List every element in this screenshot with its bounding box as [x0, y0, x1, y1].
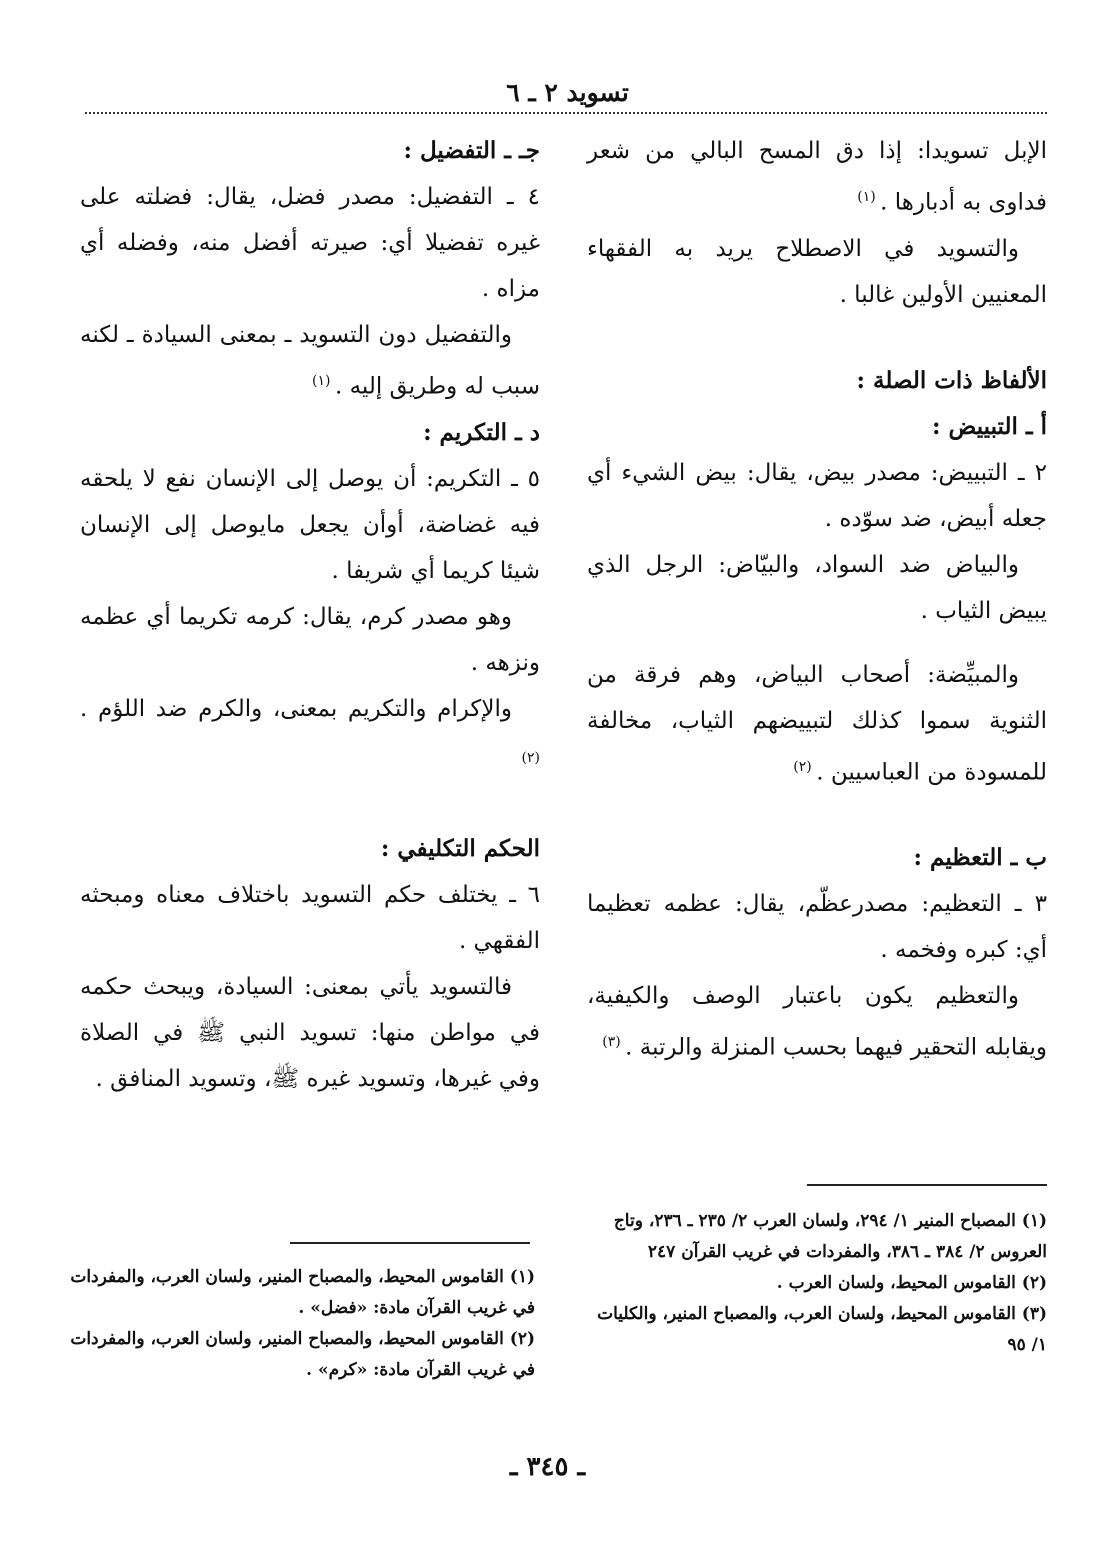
section-heading: [80, 128, 540, 174]
paragraph-text: والتفضيل دون التسويد ـ بمعنى السيادة ـ لكنه سبب له وطريق إليه .: [80, 322, 540, 400]
footnotes-left: [70, 1262, 535, 1386]
paragraph-text: والإكرام والتكريم بمعنى، والكرم ضد اللؤم .: [80, 695, 512, 722]
footnote-ref[interactable]: (١): [857, 189, 881, 205]
paragraph-text: ٤ ـ التفضيل: مصدر فضل، يقال: فضلته على غيره تفضيلا أي: صيرته أفضل منه، وفضله أي مزاه .: [80, 184, 540, 302]
paragraph-text: والتسويد في الاصطلاح يريد به الفقهاء المعنيين الأولين غالبا .: [587, 235, 1047, 308]
spacer: [587, 634, 1047, 652]
paragraph: [80, 456, 540, 594]
footnote-divider-right: [807, 1184, 1047, 1186]
paragraph-text: وهو مصدر كرم، يقال: كرمه تكريما أي عظمه ونزهه .: [80, 603, 540, 676]
paragraph: [587, 973, 1047, 1071]
section-heading: [587, 358, 1047, 404]
footnote: (٢) القاموس المحيط، والمصباح المنير، ولسان العرب، والمفردات في غريب القرآن مادة: «كرم» .: [70, 1329, 535, 1380]
footnote: (١) المصباح المنير ١/ ٢٩٤، ولسان العرب ٢/ ٢٣٥ ـ ٢٣٦، وتاج العروس ٢/ ٣٨٤ ـ ٣٨٦، والمفردات في غريب القرآن ٢٤٧: [613, 1211, 1047, 1262]
paragraph-text: والمبيِّضة: أصحاب البياض، وهم فرقة من الثنوية سموا كذلك لتبييضهم الثياب، مخالفة للمسودة من العباسيين .: [587, 661, 1047, 786]
section-heading: [587, 404, 1047, 450]
paragraph-text: ٣ ـ التعظيم: مصدرعظّم، يقال: عظمه تعظيما أي: كبره وفخمه .: [587, 891, 1047, 964]
paragraph-text: الإبل تسويدا: إذا دق المسح البالي من شعر فداوى به أدبارها .: [587, 138, 1047, 216]
footnote-ref[interactable]: (٣): [602, 1034, 626, 1051]
paragraph-text: د ـ التكريم :: [423, 418, 540, 446]
paragraph-text: والبياض ضد السواد، والبيّاض: الرجل الذي يبيض الثياب .: [587, 551, 1047, 624]
paragraph-text: ب ـ التعظيم :: [913, 844, 1047, 872]
paragraph: [80, 872, 540, 964]
spacer: [80, 786, 540, 826]
paragraph-text: أ ـ التبييض :: [932, 412, 1047, 440]
footnote: (٢) القاموس المحيط، ولسان العرب .: [776, 1273, 1047, 1293]
footnote-divider-left: [290, 1242, 530, 1244]
paragraph: [587, 542, 1047, 634]
section-heading: [80, 410, 540, 456]
paragraph: [587, 652, 1047, 796]
paragraph: [80, 964, 540, 1102]
paragraph-text: الألفاظ ذات الصلة :: [856, 366, 1047, 394]
footnotes-right: [587, 1206, 1047, 1361]
footnote: (١) القاموس المحيط، والمصباح المنير، ولسان العرب، والمفردات في غريب القرآن مادة: «فضل» .: [70, 1267, 535, 1318]
footnote-ref[interactable]: (١): [312, 373, 335, 389]
paragraph: [587, 226, 1047, 318]
paragraph: [587, 450, 1047, 542]
paragraph-text: فالتسويد يأتي بمعنى: السيادة، ويبحث حكمه في مواطن منها: تسويد النبي ﷺ في الصلاة وفي غيرها، وتسويد غيره ﷺ، وتسويد المنافق .: [80, 974, 540, 1093]
paragraph: [80, 174, 540, 312]
paragraph: [80, 686, 540, 787]
left-column: [80, 128, 540, 1102]
paragraph: [587, 128, 1047, 226]
paragraph-text: والتعظيم يكون باعتبار الوصف والكيفية، ويقابله التحقير فيهما بحسب المنزلة والرتبة .: [587, 983, 1047, 1061]
section-heading: [587, 835, 1047, 881]
spacer: [587, 795, 1047, 835]
page-number: ـ ٣٤٥ ـ: [509, 1452, 586, 1482]
spacer: [587, 318, 1047, 358]
section-heading: [80, 826, 540, 872]
footnote-ref[interactable]: (٢): [521, 749, 540, 766]
paragraph-text: الحكم التكليفي :: [380, 835, 540, 863]
footnote-ref[interactable]: (٢): [793, 758, 817, 775]
paragraph-text: جـ ـ التفضيل :: [403, 137, 540, 164]
paragraph: [587, 881, 1047, 973]
paragraph-text: ٢ ـ التبييض: مصدر بيض، يقال: بيض الشيء أي جعله أبيض، ضد سوّده .: [587, 459, 1047, 532]
footnote: (٣) القاموس المحيط، ولسان العرب، والمصباح المنير، والكليات ١/ ٩٥: [597, 1304, 1047, 1355]
paragraph: [80, 312, 540, 410]
paragraph-text: ٥ ـ التكريم: أن يوصل إلى الإنسان نفع لا يلحقه فيه غضاضة، أوأن يجعل مايوصل إلى الإنسان شيئا كريما أي شريفا .: [80, 465, 540, 584]
paragraph-text: ٦ ـ يختلف حكم التسويد باختلاف معناه ومبحثه الفقهي .: [80, 882, 540, 955]
running-header: تسويد ٢ ـ ٦: [506, 78, 629, 107]
paragraph: [80, 594, 540, 686]
right-column: [587, 128, 1047, 1071]
header-divider: [85, 112, 1047, 114]
